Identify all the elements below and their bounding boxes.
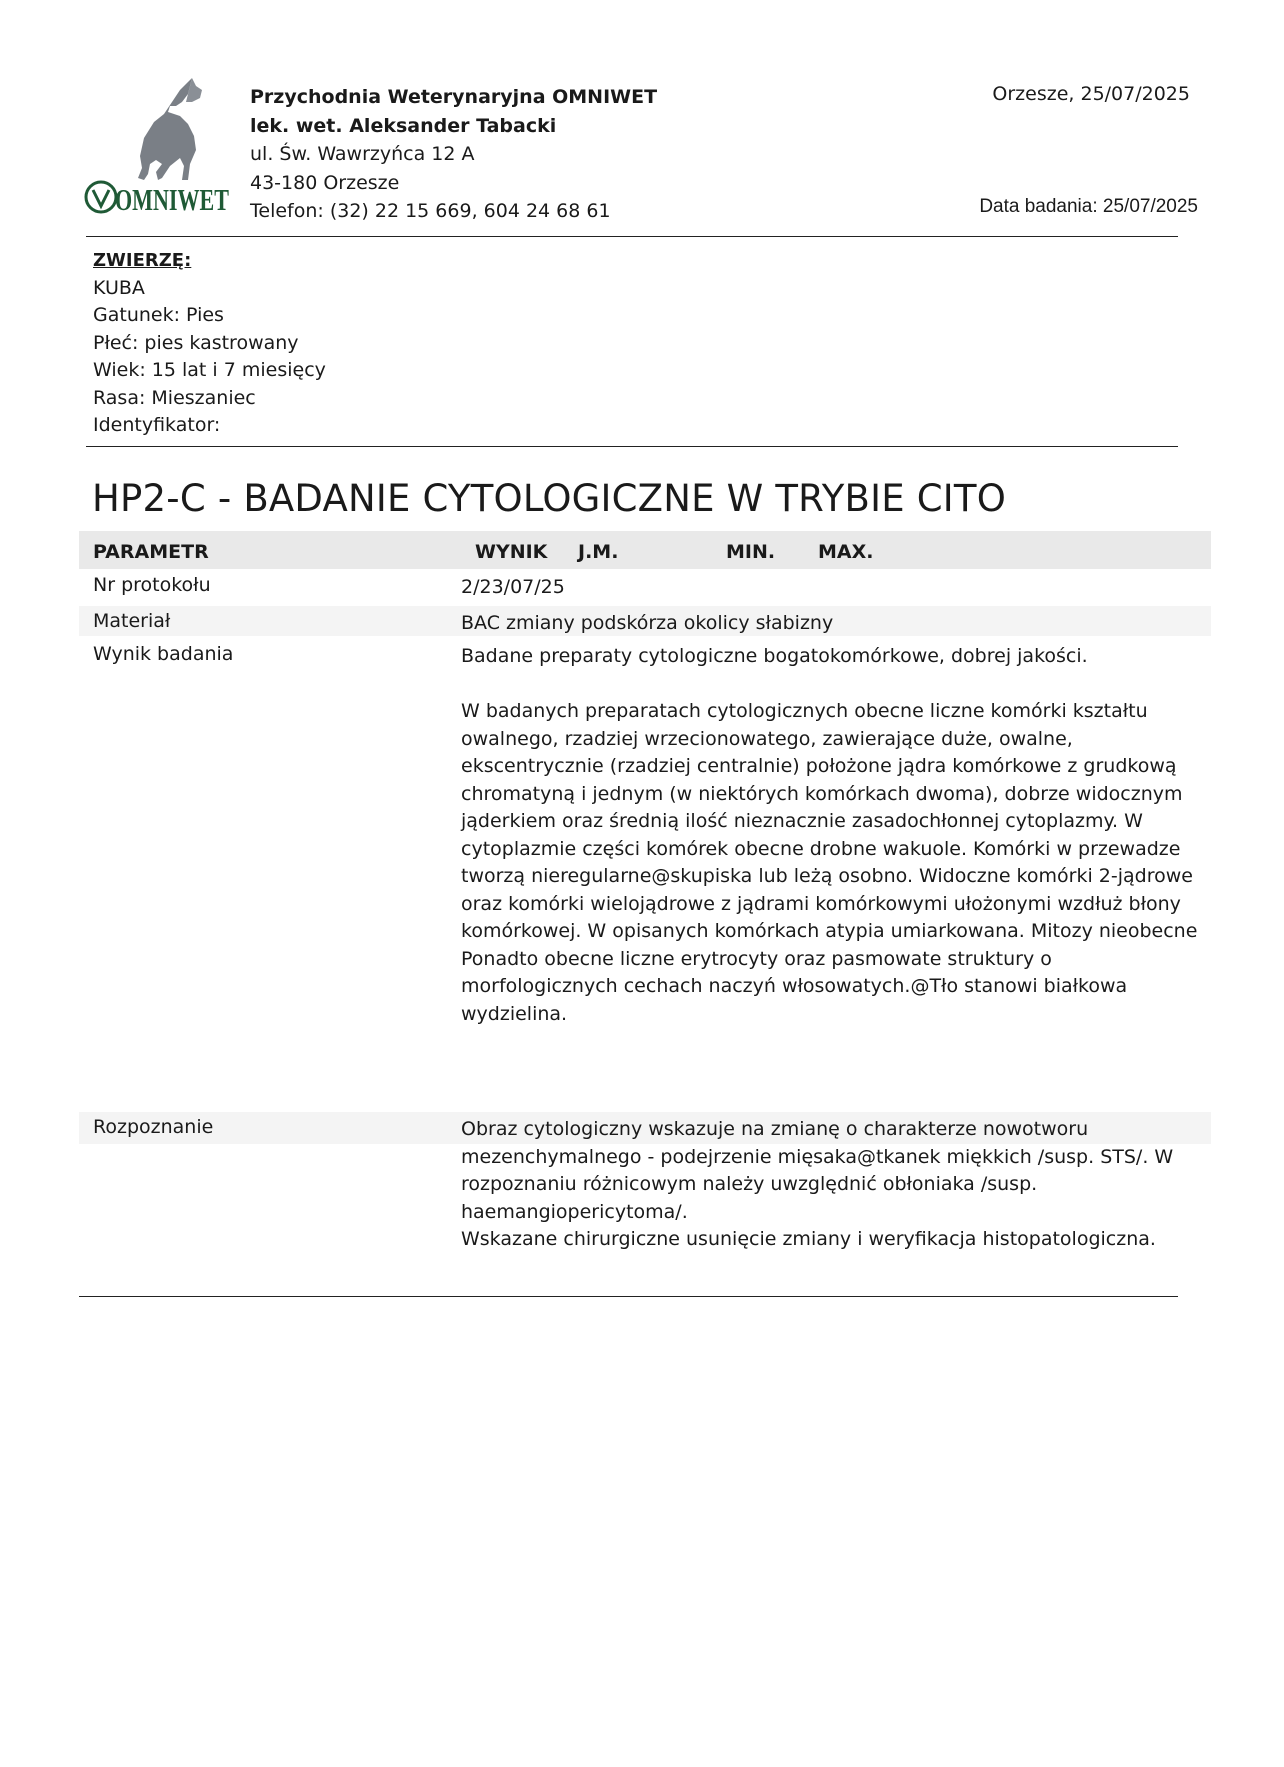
value-line: wydzielina.: [461, 1002, 568, 1025]
place-date: Orzesze, 25/07/2025: [992, 83, 1190, 105]
animal-info: [93, 247, 326, 440]
row-value-diagnosis: [461, 1116, 1201, 1254]
dog-logo-icon: [84, 76, 234, 226]
value-line: chromatyną i jednym (w niektórych komórkach dwoma), dobrze widocznym: [461, 782, 1183, 805]
clinic-city: 43-180 Orzesze: [250, 171, 400, 194]
value-line: [461, 671, 1201, 699]
col-header-unit: J.M.: [578, 541, 619, 563]
value-line: Ponadto obecne liczne erytrocyty oraz pasmowate struktury o: [461, 947, 1052, 970]
row-value-result: [461, 643, 1201, 1028]
col-header-result: WYNIK: [475, 541, 548, 563]
animal-identifier: Identyfikator:: [93, 414, 221, 436]
clinic-name: Przychodnia Weterynaryjna OMNIWET: [250, 86, 658, 108]
row-value-protocol: [461, 574, 1201, 602]
value-line: Obraz cytologiczny wskazuje na zmianę o charakterze nowotworu: [461, 1118, 1089, 1140]
animal-sex: Płeć: pies kastrowany: [93, 331, 299, 354]
animal-heading: ZWIERZĘ:: [93, 250, 192, 271]
row-label-diagnosis: Rozpoznanie: [93, 1116, 214, 1138]
col-header-max: MAX.: [818, 541, 874, 563]
row-value-material: [461, 610, 1201, 638]
clinic-phone: Telefon: (32) 22 15 669, 604 24 68 61: [250, 200, 611, 222]
animal-age: Wiek: 15 lat i 7 miesięcy: [93, 359, 326, 381]
value-line: Badane preparaty cytologiczne bogatokomórkowe, dobrej jakości.: [461, 645, 1088, 667]
logo-wordmark: OMNIWET: [115, 182, 230, 217]
exam-date: Data badania: 25/07/2025: [979, 196, 1198, 217]
clinic-street: ul. Św. Wawrzyńca 12 A: [250, 143, 475, 165]
value-line: rozpoznaniu różnicowym należy uwzględnić obłoniaka /susp.: [461, 1173, 1038, 1195]
animal-divider: [86, 446, 1178, 447]
animal-breed: Rasa: Mieszaniec: [93, 386, 256, 409]
page-title: HP2-C - BADANIE CYTOLOGICZNE W TRYBIE CITO: [92, 477, 1007, 520]
value-line: W badanych preparatach cytologicznych obecne liczne komórki kształtu: [461, 700, 1148, 722]
value-line: tworzą nieregularne@skupiska lub leżą osobno. Widoczne komórki 2-jądrowe: [461, 865, 1193, 887]
value-line: Wskazane chirurgiczne usunięcie zmiany i weryfikacja histopatologiczna.: [461, 1228, 1156, 1250]
value-line: owalnego, rzadziej wrzecionowatego, zawierające duże, owalne,: [461, 727, 1073, 750]
row-label-protocol: Nr protokołu: [93, 574, 211, 596]
value-line: cytoplazmie części komórek obecne drobne wakuole. Komórki w przewadze: [461, 837, 1181, 860]
value-line: BAC zmiany podskórza okolicy słabizny: [461, 612, 834, 634]
header-divider: [86, 236, 1178, 237]
animal-name: KUBA: [93, 276, 145, 299]
col-header-min: MIN.: [726, 541, 776, 563]
row-label-material: Materiał: [93, 610, 171, 632]
value-line: 2/23/07/25: [461, 576, 565, 598]
value-line: ekscentrycznie (rzadziej centralnie) położone jądra komórkowe z grudkową: [461, 755, 1177, 777]
value-line: jąderkiem oraz średnią ilość nieznacznie zasadochłonnej cytoplazmy. W: [461, 810, 1143, 832]
value-line: komórkowej. W opisanych komórkach atypia umiarkowana. Mitozy nieobecne: [461, 920, 1198, 942]
clinic-logo: [84, 76, 234, 226]
row-label-result: Wynik badania: [93, 643, 234, 665]
value-line: haemangiopericytoma/.: [461, 1200, 688, 1223]
table-bottom-divider: [79, 1296, 1178, 1297]
value-line: oraz komórki wielojądrowe z jądrami komórkowymi ułożonymi wzdłuż błony: [461, 892, 1181, 915]
table-header: [79, 531, 1211, 569]
doctor-name: lek. wet. Aleksander Tabacki: [250, 114, 557, 137]
clinic-info: [250, 83, 657, 226]
value-line: mezenchymalnego - podejrzenie mięsaka@tkanek miękkich /susp. STS/. W: [461, 1145, 1174, 1168]
value-line: morfologicznych cechach naczyń włosowatych.@Tło stanowi białkowa: [461, 975, 1128, 997]
col-header-param: PARAMETR: [93, 541, 209, 563]
animal-species: Gatunek: Pies: [93, 304, 224, 326]
